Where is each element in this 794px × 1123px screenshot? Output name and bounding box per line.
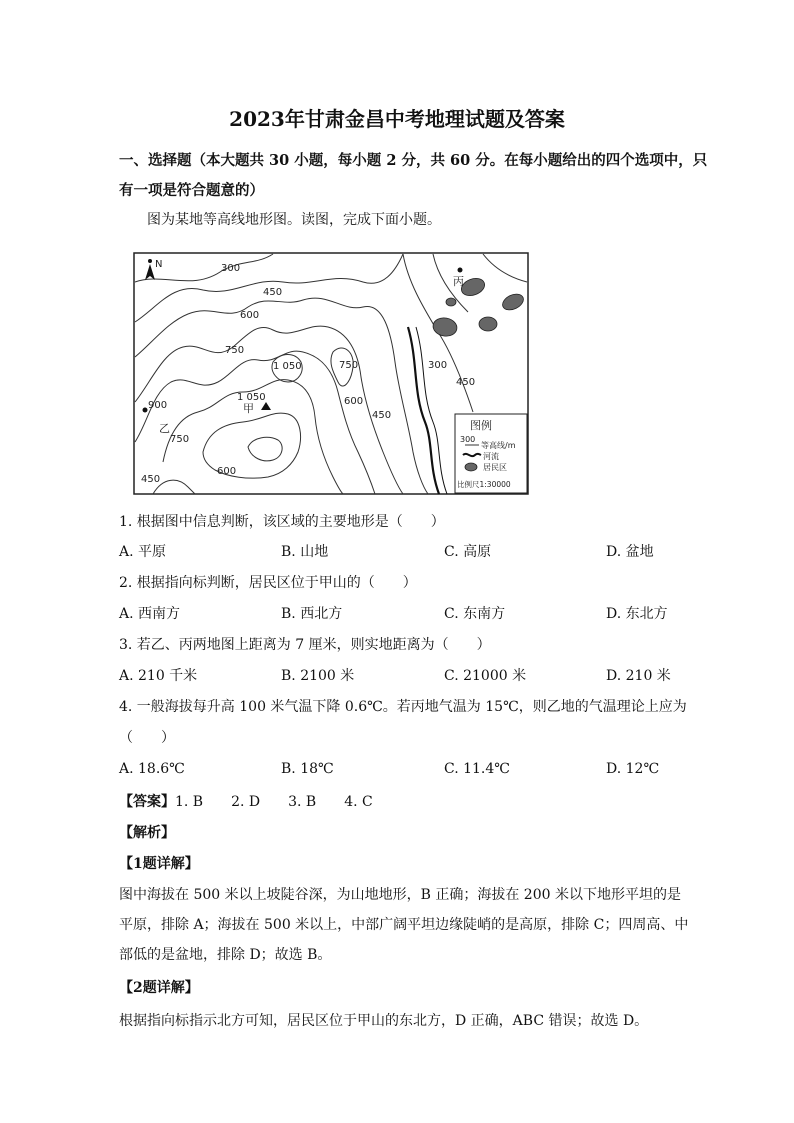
q1-option-b: B. 山地 [281,544,329,560]
section-heading-line1: 一、选择题（本大题共 30 小题，每小题 2 分，共 60 分。在每小题给出的四个选项中，只 [119,152,708,169]
legend-contour-sample: 300 [460,435,476,444]
legend-residential: 居民区 [483,463,507,472]
north-label: N [155,259,163,270]
contour-label: 900 [148,400,168,411]
q4-option-c: C. 11.4℃ [444,761,510,777]
q1-option-a: A. 平原 [119,544,167,560]
q2-option-b: B. 西北方 [281,606,343,622]
page-title: 2023年甘肃金昌中考地理试题及答案 [229,107,565,131]
contour-label: 450 [372,410,392,421]
contour-label: 300 [428,360,448,371]
q2-option-d: D. 东北方 [606,606,668,622]
legend-scale: 比例尺1:30000 [457,480,511,489]
contour-label: 750 [339,360,359,371]
answer-label: 【答案】 [119,794,175,810]
question-4-stem-cont: （ ） [119,730,175,746]
detail-1-label: 【1题详解】 [119,856,199,872]
legend-contour: 等高线/m [481,441,516,450]
contour-label: 450 [263,287,283,298]
detail-1-line: 部低的是盆地，排除 D；故选 B。 [119,947,332,963]
q4-option-b: B. 18℃ [281,761,334,777]
question-4-stem: 4. 一般海拔每升高 100 米气温下降 0.6℃。若丙地气温为 15℃，则乙地的气温理论上应为 [119,699,687,715]
contour-label: 750 [170,434,190,445]
q3-option-b: B. 2100 米 [281,668,355,684]
contour-label: 750 [225,345,245,356]
q4-option-a: A. 18.6℃ [119,761,185,777]
analysis-label: 【解析】 [119,825,175,841]
legend-title: 图例 [470,419,492,432]
contour-label: 300 [221,263,241,274]
place-yi: 乙 [159,422,170,435]
question-3-stem: 3. 若乙、丙两地图上距离为 7 厘米，则实地距离为（ ） [119,637,491,653]
contour-label: 450 [456,377,476,388]
legend-river: 河流 [483,452,499,461]
contour-label: 1 050 [237,392,266,403]
q3-option-c: C. 21000 米 [444,668,527,684]
question-1-stem: 1. 根据图中信息判断，该区域的主要地形是（ ） [119,514,445,530]
answer-line [119,791,373,811]
place-jia: 甲 [243,402,254,415]
contour-label: 1 050 [273,361,302,372]
q2-option-c: C. 东南方 [444,606,506,622]
contour-label: 600 [344,396,364,407]
q1-option-d: D. 盆地 [606,544,654,560]
contour-label: 600 [217,466,237,477]
detail-1-line: 图中海拔在 500 米以上坡陡谷深，为山地地形，B 正确；海拔在 200 米以下地形平坦的是 [119,887,681,903]
detail-2-line: 根据指向标指示北方可知，居民区位于甲山的东北方，D 正确，ABC 错误；故选 D。 [119,1013,649,1029]
section-heading-line2: 有一项是符合题意的） [119,182,264,199]
contour-map [133,252,529,495]
detail-2-label: 【2题详解】 [119,980,199,996]
q3-option-a: A. 210 千米 [119,668,198,684]
intro-text: 图为某地等高线地形图。读图，完成下面小题。 [147,212,441,228]
q3-option-d: D. 210 米 [606,668,671,684]
place-bing: 丙 [453,275,464,288]
q4-option-d: D. 12℃ [606,761,660,777]
contour-label: 600 [240,310,260,321]
q1-option-c: C. 高原 [444,544,492,560]
question-2-stem: 2. 根据指向标判断，居民区位于甲山的（ ） [119,575,417,591]
answer-text: 1. B 2. D 3. B 4. C [175,794,373,810]
contour-label: 450 [141,474,161,485]
q2-option-a: A. 西南方 [119,606,181,622]
detail-1-line: 平原，排除 A；海拔在 500 米以上，中部广阔平坦边缘陡峭的是高原，排除 C；四周高、中 [119,917,689,933]
